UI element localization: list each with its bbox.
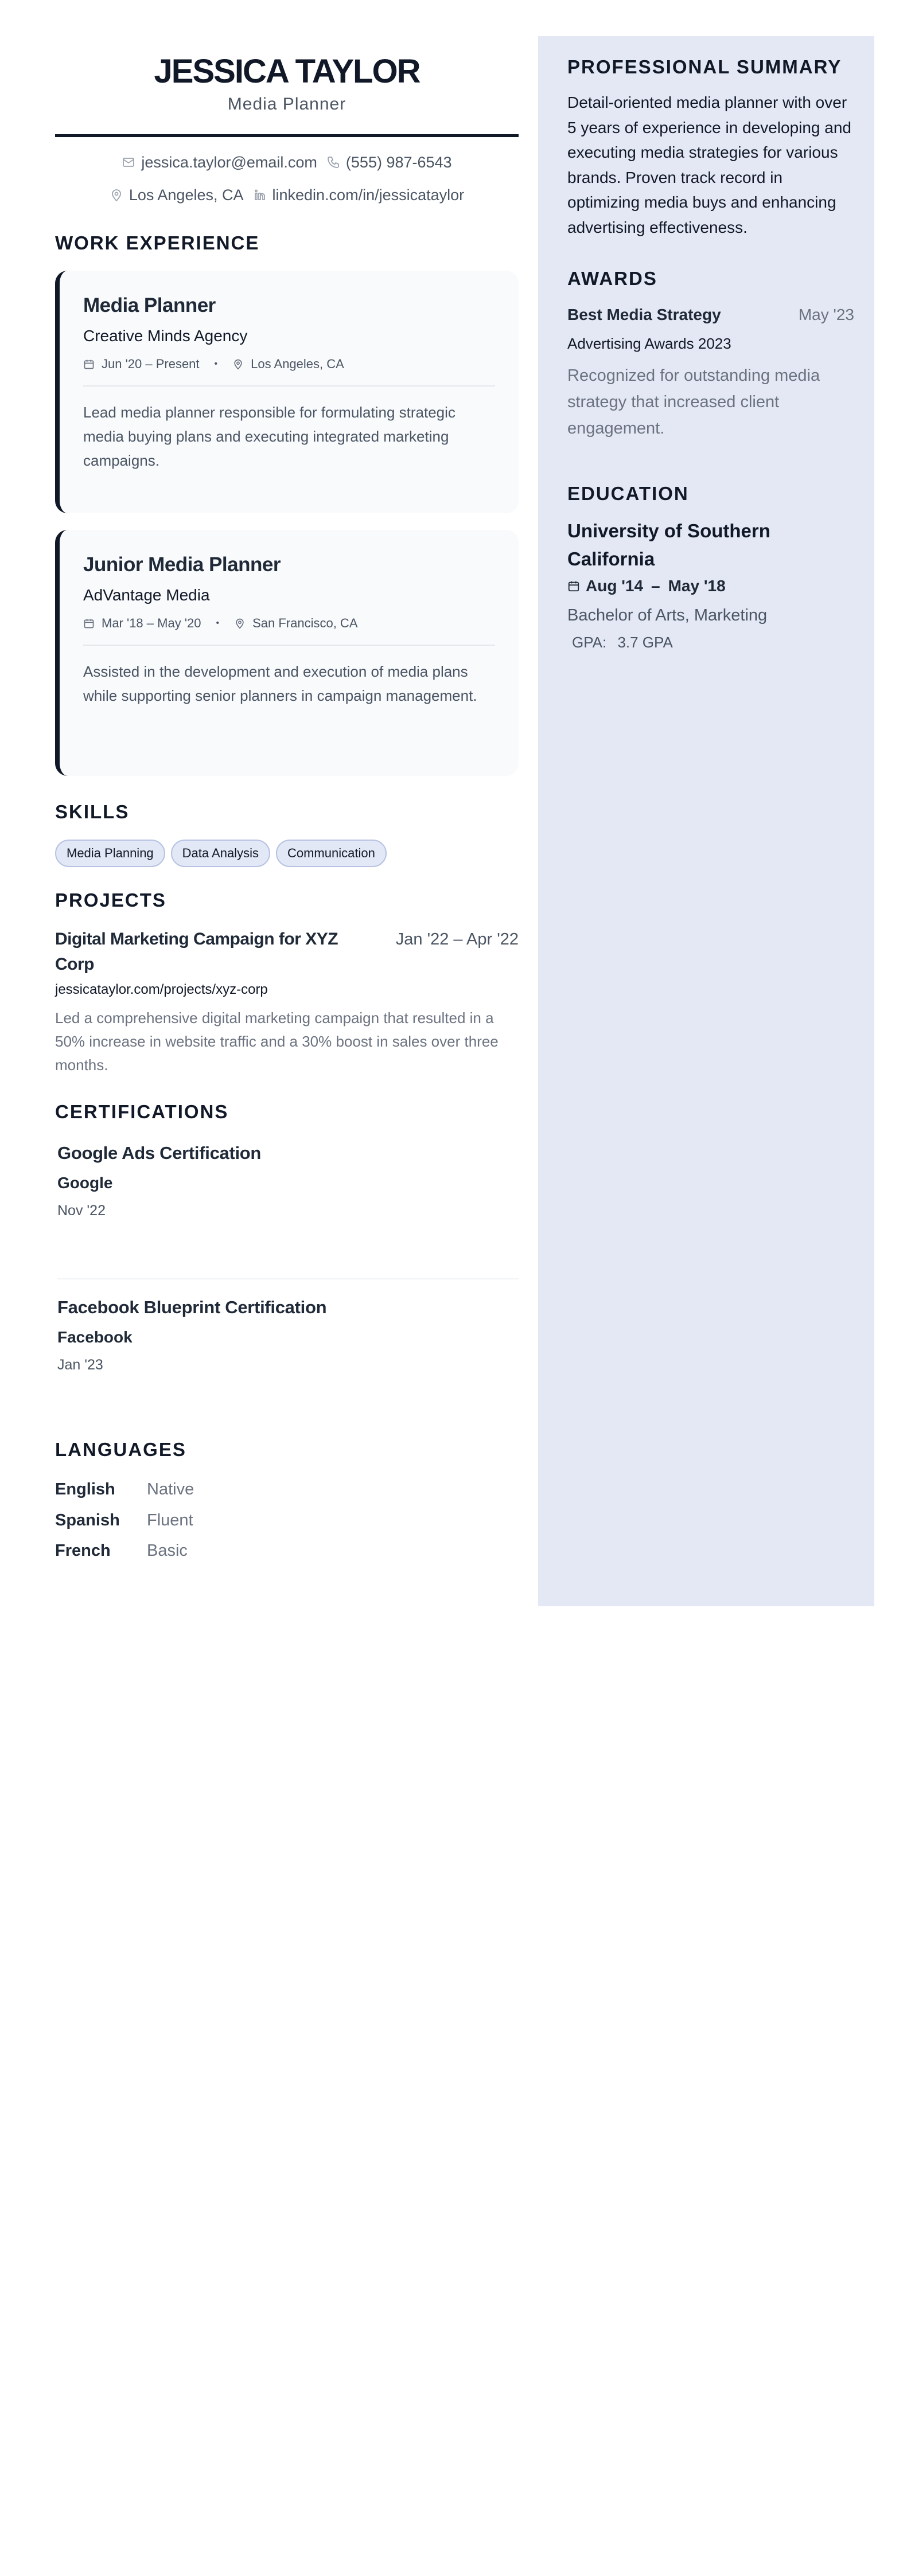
job-title: Media Planner <box>83 294 216 317</box>
language-row <box>55 1540 188 1562</box>
certification-date: Jan '23 <box>57 1357 103 1373</box>
language-row <box>55 1509 193 1531</box>
section-title-skills: SKILLS <box>55 801 130 822</box>
project-link[interactable]: jessicataylor.com/projects/xyz-corp <box>55 982 268 997</box>
language-level: Basic <box>147 1541 188 1560</box>
language-name: French <box>55 1541 111 1560</box>
mail-icon <box>122 155 135 169</box>
map-pin-icon <box>234 618 246 629</box>
education-dates <box>567 575 854 597</box>
experience-card <box>55 271 519 513</box>
awards-section <box>567 267 854 442</box>
job-meta <box>83 615 495 632</box>
contact-email[interactable] <box>122 153 317 172</box>
contact-row-1 <box>55 153 519 172</box>
location-text: Los Angeles, CA <box>129 186 244 204</box>
gpa-value: 3.7 GPA <box>617 634 673 651</box>
certification-issuer: Facebook <box>57 1328 133 1346</box>
section-title-education: EDUCATION <box>567 483 689 504</box>
section-title-awards: AWARDS <box>567 268 657 289</box>
job-meta <box>83 356 495 373</box>
project-title: Digital Marketing Campaign for XYZ Corp <box>55 930 338 974</box>
education-section <box>567 482 854 652</box>
education-gpa <box>572 633 854 652</box>
award-header <box>567 304 854 326</box>
education-degree: Bachelor of Arts, Marketing <box>567 606 768 625</box>
skills-list <box>55 840 387 867</box>
language-name: English <box>55 1480 115 1498</box>
skill-tag: Communication <box>276 840 387 867</box>
phone-icon <box>326 155 340 169</box>
meta-separator: • <box>216 618 220 628</box>
certification-divider <box>57 1278 519 1279</box>
language-level: Fluent <box>147 1511 193 1529</box>
education-end: May '18 <box>668 577 726 595</box>
education-start: Aug '14 <box>586 577 644 595</box>
job-dates: Jun '20 – Present <box>102 357 200 371</box>
certification-item <box>57 1296 326 1374</box>
card-divider <box>83 385 495 387</box>
calendar-icon <box>83 618 95 629</box>
certification-name: Facebook Blueprint Certification <box>57 1297 327 1317</box>
award-organization: Advertising Awards 2023 <box>567 335 731 352</box>
section-title-professional-summary: PROFESSIONAL SUMMARY <box>567 56 842 77</box>
project-header <box>55 927 519 977</box>
language-level: Native <box>147 1480 194 1498</box>
language-name: Spanish <box>55 1511 120 1529</box>
certification-item <box>57 1142 261 1220</box>
summary-text: Detail-oriented media planner with over 5 years of experience in developing and executing media strategies for various brands. Proven track record in optimizing media buys and enhancing advertising effectiveness. <box>567 93 852 236</box>
job-description: Assisted in the development and execution of media plans while supporting senior planners in campaign management. <box>83 663 477 704</box>
gpa-label: GPA: <box>572 634 607 651</box>
candidate-title: Media Planner <box>227 95 347 114</box>
meta-separator: • <box>214 359 218 369</box>
calendar-icon <box>83 358 95 370</box>
education-school: University of Southern California <box>567 520 770 569</box>
card-divider <box>83 645 495 646</box>
contact-linkedin[interactable] <box>253 185 465 205</box>
job-description: Lead media planner responsible for formulating strategic media buying plans and executing integrated marketing campaigns. <box>83 404 456 469</box>
job-dates: Mar '18 – May '20 <box>102 616 201 630</box>
contact-location <box>110 185 244 205</box>
linkedin-text: linkedin.com/in/jessicataylor <box>272 186 465 204</box>
certification-issuer: Google <box>57 1174 113 1192</box>
phone-text: (555) 987-6543 <box>345 154 452 171</box>
contact-phone[interactable] <box>326 153 452 172</box>
header-divider <box>55 134 519 137</box>
sidebar <box>538 36 874 1606</box>
award-description: Recognized for outstanding media strategy that increased client engagement. <box>567 366 820 438</box>
job-location: Los Angeles, CA <box>251 357 344 371</box>
language-row <box>55 1478 194 1500</box>
resume-header <box>55 53 519 115</box>
skill-tag: Data Analysis <box>171 840 270 867</box>
job-location: San Francisco, CA <box>252 616 358 630</box>
email-text: jessica.taylor@email.com <box>141 154 317 171</box>
section-title-projects: PROJECTS <box>55 889 166 911</box>
section-title-certifications: CERTIFICATIONS <box>55 1101 229 1122</box>
company-name: Creative Minds Agency <box>83 327 248 345</box>
job-title: Junior Media Planner <box>83 553 281 576</box>
summary-section <box>567 56 854 240</box>
map-pin-icon <box>232 358 244 370</box>
contact-row-2 <box>55 185 519 205</box>
certification-name: Google Ads Certification <box>57 1143 262 1163</box>
project-dates: Jan '22 – Apr '22 <box>395 930 519 949</box>
award-name: Best Media Strategy <box>567 306 721 323</box>
project-description: Led a comprehensive digital marketing campaign that resulted in a 50% increase in website traffic and a 30% boost in sales over three months. <box>55 1009 499 1074</box>
section-title-languages: LANGUAGES <box>55 1439 186 1460</box>
certification-date: Nov '22 <box>57 1203 106 1219</box>
skill-tag: Media Planning <box>55 840 165 867</box>
linkedin-icon <box>253 188 267 202</box>
map-pin-icon <box>110 188 123 202</box>
award-date: May '23 <box>798 306 854 323</box>
calendar-icon <box>567 580 580 592</box>
section-title-work-experience: WORK EXPERIENCE <box>55 232 260 253</box>
date-separator: – <box>651 577 660 595</box>
candidate-name: JESSICA TAYLOR <box>154 53 420 90</box>
company-name: AdVantage Media <box>83 586 210 604</box>
experience-card <box>55 530 519 776</box>
